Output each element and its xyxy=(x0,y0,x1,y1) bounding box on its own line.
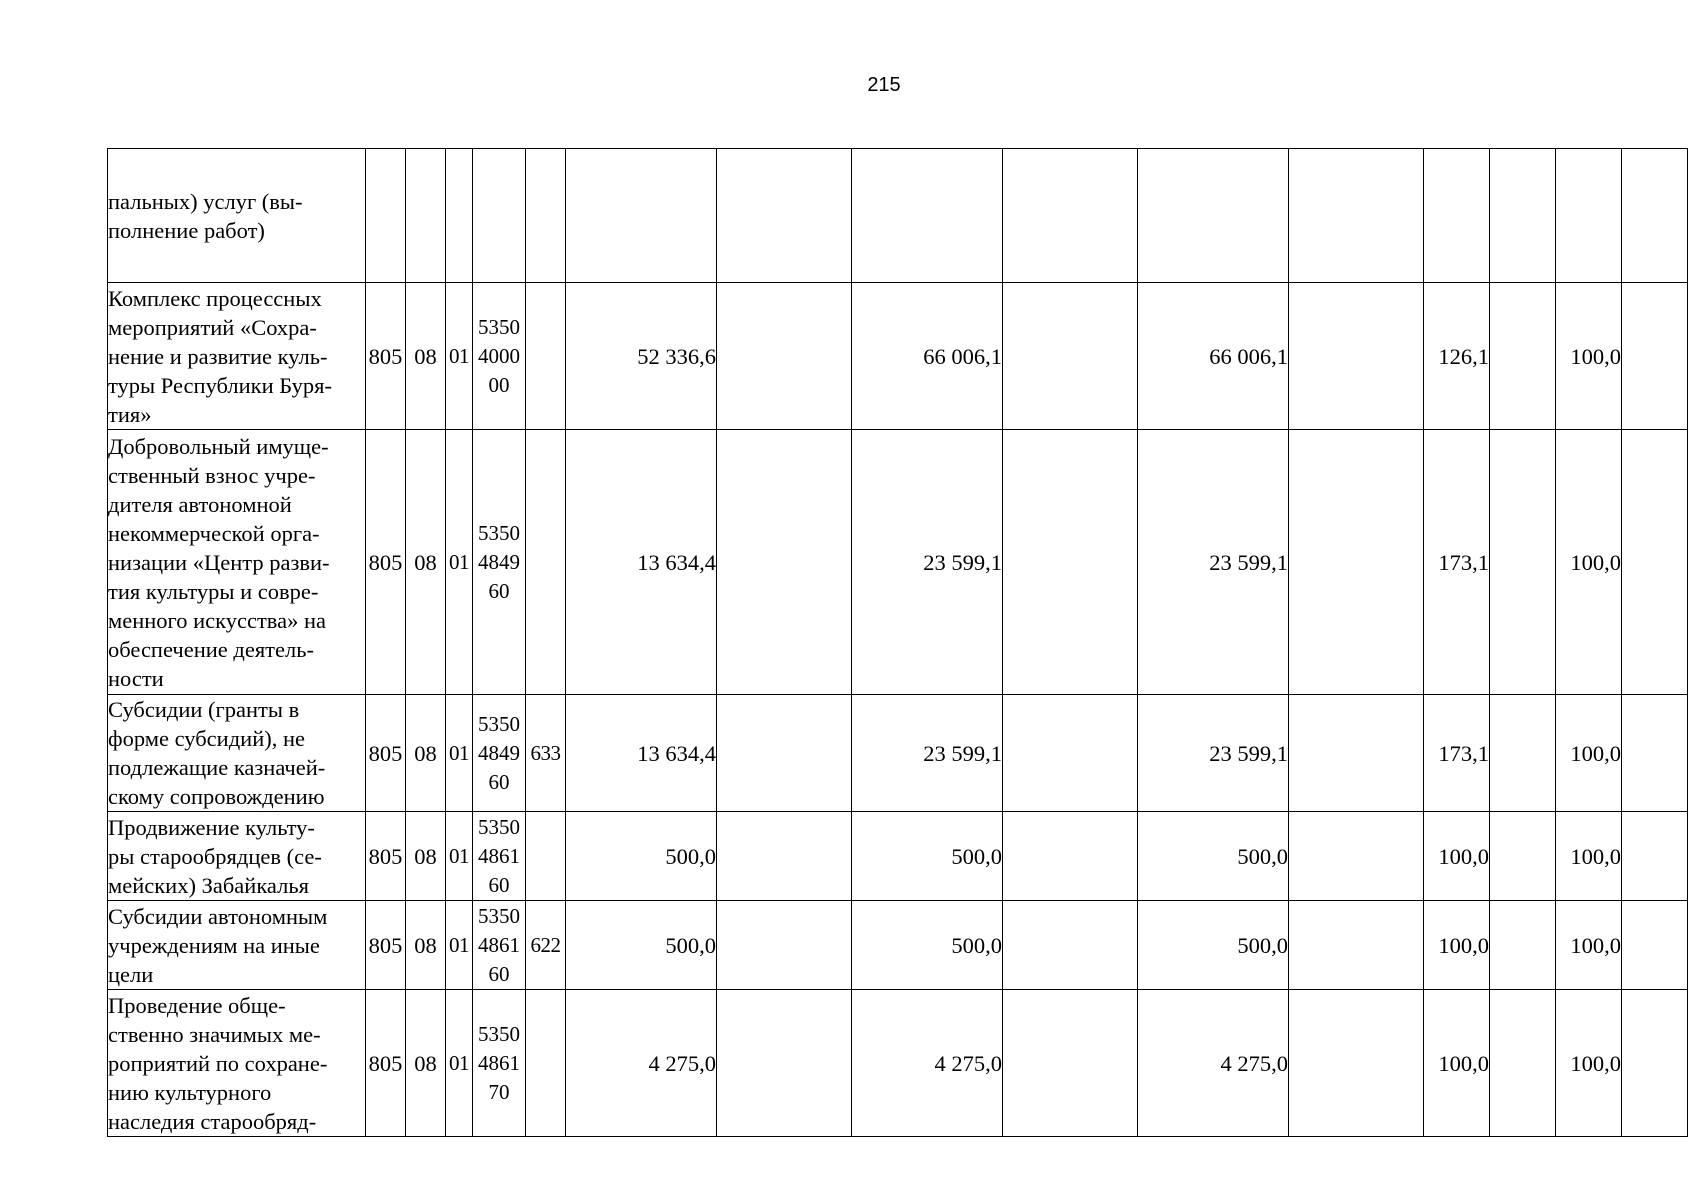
empty-cell xyxy=(1622,149,1688,283)
section-code-cell: 08 xyxy=(406,990,446,1137)
row-name-cell xyxy=(108,901,366,990)
target-article-cell xyxy=(473,901,526,990)
ministry-code-cell: 805 xyxy=(366,990,406,1137)
row-name-line: пальных) услуг (вы- xyxy=(108,188,303,214)
amount-2-cell: 66 006,1 xyxy=(852,283,1003,430)
target-article-line: 5350 xyxy=(478,711,520,736)
amount-2-cell: 4 275,0 xyxy=(852,990,1003,1137)
row-name-line: некоммерческой орга- xyxy=(108,520,320,546)
amount-2-cell xyxy=(852,149,1003,283)
target-article-line: 5350 xyxy=(478,814,520,839)
empty-cell xyxy=(717,901,852,990)
amount-1-cell: 52 336,6 xyxy=(566,283,717,430)
amount-1-cell xyxy=(566,149,717,283)
empty-cell xyxy=(1003,430,1138,695)
target-article-line: 00 xyxy=(488,372,510,397)
percent-2-cell: 100,0 xyxy=(1556,990,1622,1137)
row-name-cell xyxy=(108,283,366,430)
section-code-cell: 08 xyxy=(406,812,446,901)
empty-cell xyxy=(1622,812,1688,901)
table-row xyxy=(108,149,1688,283)
empty-cell xyxy=(1289,149,1424,283)
row-name-line: Продвижение культу- xyxy=(108,814,315,840)
amount-2-cell: 23 599,1 xyxy=(852,430,1003,695)
target-article-line: 70 xyxy=(488,1079,510,1104)
row-name-line: ности xyxy=(108,665,164,691)
target-article-cell xyxy=(473,149,526,283)
target-article-cell xyxy=(473,283,526,430)
ministry-code-cell: 805 xyxy=(366,695,406,812)
empty-cell xyxy=(1003,812,1138,901)
row-name-line: тия» xyxy=(108,401,152,427)
target-article-line: 5350 xyxy=(478,1021,520,1046)
row-name-line: учреждениям на иные xyxy=(108,932,320,958)
empty-cell xyxy=(1490,149,1556,283)
row-name-line: наследия старообряд- xyxy=(108,1108,317,1134)
subsection-code-cell: 01 xyxy=(446,695,473,812)
percent-1-cell: 100,0 xyxy=(1424,901,1490,990)
row-name-cell xyxy=(108,430,366,695)
target-article-cell xyxy=(473,812,526,901)
table-row xyxy=(108,695,1688,812)
target-article-line: 60 xyxy=(488,578,510,603)
expense-type-cell xyxy=(526,430,566,695)
amount-3-cell: 23 599,1 xyxy=(1138,430,1289,695)
target-article-line: 5350 xyxy=(478,903,520,928)
percent-1-cell: 126,1 xyxy=(1424,283,1490,430)
row-name-line: роприятий по сохране- xyxy=(108,1050,328,1076)
empty-cell xyxy=(717,812,852,901)
expense-type-cell xyxy=(526,283,566,430)
amount-1-cell: 500,0 xyxy=(566,901,717,990)
row-name-line: дителя автономной xyxy=(108,491,292,517)
amount-3-cell: 66 006,1 xyxy=(1138,283,1289,430)
percent-1-cell: 173,1 xyxy=(1424,695,1490,812)
row-name-line: низации «Центр разви- xyxy=(108,549,330,575)
page-number: 215 xyxy=(867,74,901,96)
section-code-cell: 08 xyxy=(406,283,446,430)
percent-2-cell: 100,0 xyxy=(1556,695,1622,812)
target-article-line: 4861 xyxy=(478,1050,520,1075)
row-name-line: ры старообрядцев (се- xyxy=(108,843,322,869)
target-article-line: 4861 xyxy=(478,843,520,868)
ministry-code-cell: 805 xyxy=(366,901,406,990)
empty-cell xyxy=(1003,990,1138,1137)
row-name-line: Комплекс процессных xyxy=(108,285,322,311)
target-article-line: 60 xyxy=(488,769,510,794)
row-name-line: мейских) Забайкалья xyxy=(108,872,309,898)
amount-2-cell: 500,0 xyxy=(852,812,1003,901)
amount-3-cell: 500,0 xyxy=(1138,812,1289,901)
empty-cell xyxy=(1003,901,1138,990)
target-article-line: 60 xyxy=(488,872,510,897)
expense-type-cell xyxy=(526,990,566,1137)
empty-cell xyxy=(1289,283,1424,430)
amount-3-cell xyxy=(1138,149,1289,283)
target-article-line: 5350 xyxy=(478,314,520,339)
row-name-line: ственно значимых ме- xyxy=(108,1021,321,1047)
subsection-code-cell: 01 xyxy=(446,990,473,1137)
subsection-code-cell: 01 xyxy=(446,430,473,695)
amount-3-cell: 23 599,1 xyxy=(1138,695,1289,812)
percent-1-cell xyxy=(1424,149,1490,283)
empty-cell xyxy=(717,149,852,283)
amount-2-cell: 500,0 xyxy=(852,901,1003,990)
target-article-line: 5350 xyxy=(478,520,520,545)
percent-2-cell: 100,0 xyxy=(1556,901,1622,990)
empty-cell xyxy=(1622,901,1688,990)
row-name-line: полнение работ) xyxy=(108,217,265,243)
row-name-cell xyxy=(108,695,366,812)
row-name-line: Проведение обще- xyxy=(108,992,286,1018)
empty-cell xyxy=(1003,149,1138,283)
amount-2-cell: 23 599,1 xyxy=(852,695,1003,812)
row-name-line: ственный взнос учре- xyxy=(108,462,316,488)
amount-1-cell: 13 634,4 xyxy=(566,695,717,812)
percent-1-cell: 100,0 xyxy=(1424,990,1490,1137)
percent-2-cell xyxy=(1556,149,1622,283)
row-name-line: менного искусства» на xyxy=(108,607,327,633)
empty-cell xyxy=(1289,695,1424,812)
empty-cell xyxy=(1289,901,1424,990)
target-article-line: 4849 xyxy=(478,740,520,765)
row-name-line: туры Республики Буря- xyxy=(108,372,332,398)
empty-cell xyxy=(1490,901,1556,990)
table-row xyxy=(108,430,1688,695)
table-row xyxy=(108,990,1688,1137)
budget-table xyxy=(107,148,1688,1137)
target-article-cell xyxy=(473,430,526,695)
empty-cell xyxy=(1622,990,1688,1137)
empty-cell xyxy=(1490,695,1556,812)
target-article-cell xyxy=(473,990,526,1137)
percent-1-cell: 173,1 xyxy=(1424,430,1490,695)
expense-type-cell xyxy=(526,149,566,283)
empty-cell xyxy=(717,430,852,695)
subsection-code-cell: 01 xyxy=(446,901,473,990)
row-name-cell xyxy=(108,149,366,283)
percent-2-cell: 100,0 xyxy=(1556,430,1622,695)
row-name-line: тия культуры и совре- xyxy=(108,578,319,604)
section-code-cell xyxy=(406,149,446,283)
target-article-line: 4861 xyxy=(478,932,520,957)
empty-cell xyxy=(1289,430,1424,695)
section-code-cell: 08 xyxy=(406,430,446,695)
target-article-line: 4849 xyxy=(478,549,520,574)
expense-type-cell: 633 xyxy=(526,695,566,812)
row-name-line: нию культурного xyxy=(108,1079,272,1105)
empty-cell xyxy=(1622,430,1688,695)
ministry-code-cell xyxy=(366,149,406,283)
amount-3-cell: 4 275,0 xyxy=(1138,990,1289,1137)
row-name-line: подлежащие казначей- xyxy=(108,755,326,780)
row-name-line: Добровольный имуще- xyxy=(108,433,329,459)
ministry-code-cell: 805 xyxy=(366,430,406,695)
expense-type-cell: 622 xyxy=(526,901,566,990)
table-row xyxy=(108,812,1688,901)
expense-type-cell xyxy=(526,812,566,901)
empty-cell xyxy=(1490,283,1556,430)
empty-cell xyxy=(1622,283,1688,430)
target-article-cell xyxy=(473,695,526,812)
empty-cell xyxy=(1490,990,1556,1137)
row-name-line: Субсидии (гранты в xyxy=(108,697,300,722)
empty-cell xyxy=(1003,283,1138,430)
empty-cell xyxy=(1289,990,1424,1137)
target-article-line: 4000 xyxy=(478,343,520,368)
subsection-code-cell xyxy=(446,149,473,283)
percent-1-cell: 100,0 xyxy=(1424,812,1490,901)
empty-cell xyxy=(1622,695,1688,812)
empty-cell xyxy=(1490,812,1556,901)
section-code-cell: 08 xyxy=(406,901,446,990)
percent-2-cell: 100,0 xyxy=(1556,812,1622,901)
amount-1-cell: 500,0 xyxy=(566,812,717,901)
empty-cell xyxy=(1003,695,1138,812)
row-name-line: Субсидии автономным xyxy=(108,903,328,929)
row-name-line: нение и развитие куль- xyxy=(108,343,328,369)
row-name-cell xyxy=(108,812,366,901)
empty-cell xyxy=(1490,430,1556,695)
percent-2-cell: 100,0 xyxy=(1556,283,1622,430)
amount-1-cell: 13 634,4 xyxy=(566,430,717,695)
table-row xyxy=(108,283,1688,430)
empty-cell xyxy=(717,283,852,430)
empty-cell xyxy=(1289,812,1424,901)
ministry-code-cell: 805 xyxy=(366,812,406,901)
empty-cell xyxy=(717,990,852,1137)
amount-3-cell: 500,0 xyxy=(1138,901,1289,990)
empty-cell xyxy=(717,695,852,812)
row-name-line: мероприятий «Сохра- xyxy=(108,314,317,340)
row-name-cell xyxy=(108,990,366,1137)
amount-1-cell: 4 275,0 xyxy=(566,990,717,1137)
ministry-code-cell: 805 xyxy=(366,283,406,430)
row-name-line: обеспечение деятель- xyxy=(108,636,314,662)
row-name-line: скому сопровождению xyxy=(108,784,325,809)
subsection-code-cell: 01 xyxy=(446,283,473,430)
section-code-cell: 08 xyxy=(406,695,446,812)
row-name-line: форме субсидий), не xyxy=(108,726,306,751)
subsection-code-cell: 01 xyxy=(446,812,473,901)
target-article-line: 60 xyxy=(488,961,510,986)
row-name-line: цели xyxy=(108,961,154,987)
table-row xyxy=(108,901,1688,990)
